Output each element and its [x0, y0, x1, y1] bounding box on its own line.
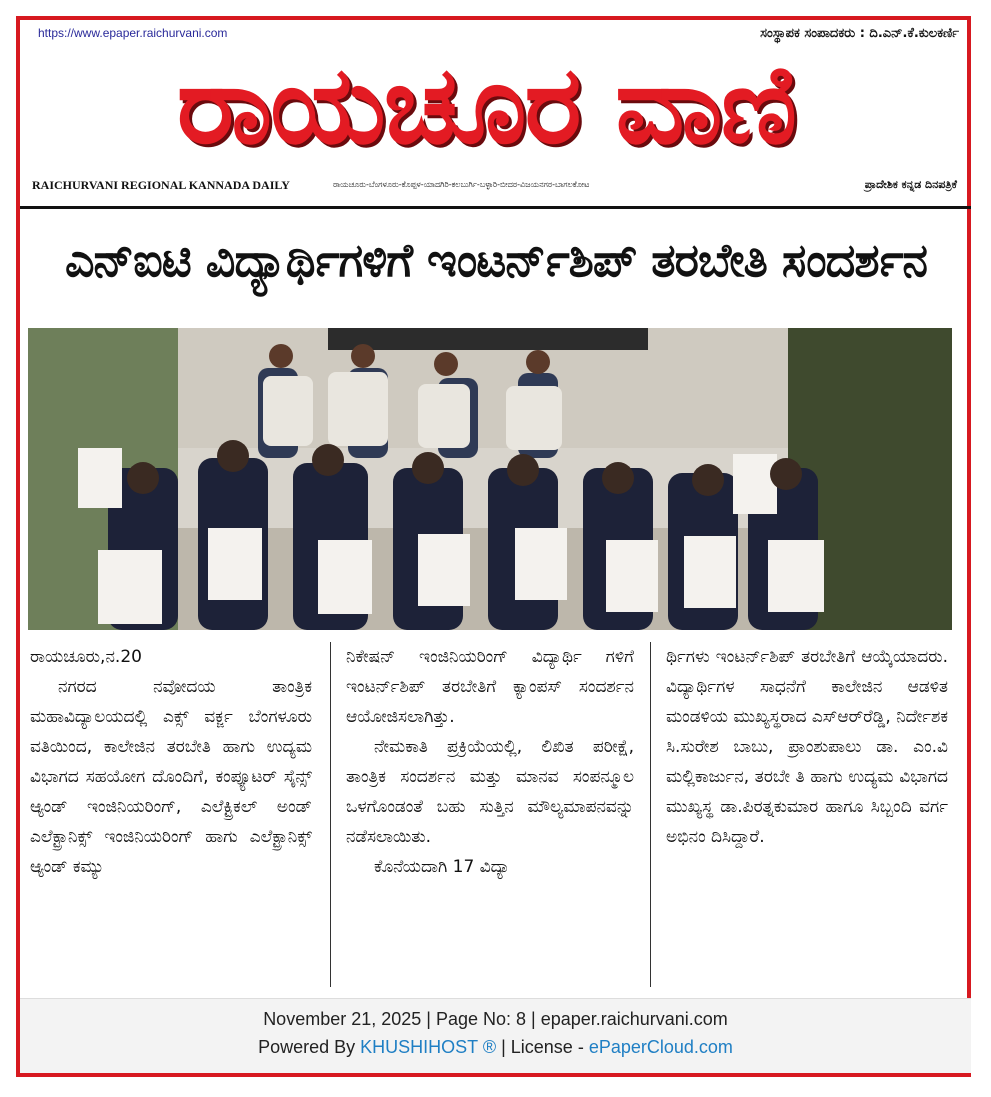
article-column-1 [30, 642, 312, 882]
paragraph: ಕೊನೆಯದಾಗಿ 17 ವಿದ್ಯಾ [374, 857, 510, 877]
dateline: ರಾಯಚೂರು,ನ.20 [30, 647, 142, 667]
paragraph: ನಗರದ ನವೋದಯ ತಾಂತ್ರಿಕ ಮಹಾವಿದ್ಯಾಲಯದಲ್ಲಿ ಎಕ್ಸ್ ವರ್ಕ್ಜ ಬೆಂಗಳೂರು ವತಿಯಿಂದ, ಕಾಲೇಜಿನ ತರಬೇತಿ ಹಾಗು ಉದ್ಯಮ ವಿಭಾಗದ ಸಹಯೋಗ ದೊಂದಿಗೆ, ಕಂಪ್ಯೂಟರ್ ಸೈನ್ಸ್ ಆ್ಯಂಡ್ ಇಂಜಿನಿಯರಿಂಗ್, ಎಲೆಕ್ಟ್ರಿಕಲ್ ಅಂಡ್ ಎಲೆಕ್ಟ್ರಾನಿಕ್ಸ್ ಇಂಜಿನಿಯರಿಂಗ್ ಹಾಗು ಎಲೆಕ್ಟ್ರಾನಿಕ್ಸ್ ಆ್ಯಂಡ್ ಕಮ್ಯು [30, 677, 312, 877]
column-divider [650, 642, 651, 987]
paragraph: ರ್ಥಿಗಳು ಇಂಟರ್ನ್‌ಶಿಪ್ ತರಬೇತಿಗೆ ಆಯ್ಕೆಯಾದರು. ವಿದ್ಯಾರ್ಥಿಗಳ ಸಾಧನೆಗೆ ಕಾಲೇಜಿನ ಆಡಳಿತ ಮಂಡಳಿಯ ಮುಖ್ಯಸ್ಥರಾದ ಎಸ್‌ಆರ್‌ರೆಡ್ಡಿ, ನಿರ್ದೇಶಕ ಸಿ.ಸುರೇಶ ಬಾಬು, ಪ್ರಾಂಶುಪಾಲು ಡಾ. ಎಂ.ವಿ ಮಲ್ಲಿಕಾರ್ಜುನ, ತರಬೇ ತಿ ಹಾಗು ಉದ್ಯಮ ವಿಭಾಗದ ಮುಖ್ಯಸ್ಥ ಡಾ.ಪಿರತ್ನಕುಮಾರ ಹಾಗೂ ಸಿಬ್ಬಂದಿ ವರ್ಗ ಅಭಿನಂ ದಿಸಿದ್ದಾರೆ. [666, 647, 948, 847]
epapercloud-link[interactable]: ePaperCloud.com [588, 1037, 733, 1057]
masthead-divider [20, 206, 971, 209]
footer-credits [20, 1037, 971, 1058]
site-url[interactable]: https://www.epaper.raichurvani.com [38, 26, 228, 40]
founder-editor-line: ಸಂಸ್ಥಾಪಕ ಸಂಪಾದಕರು : ದಿ.ಎನ್.ಕೆ.ಕುಲಕರ್ಣಿ [760, 26, 959, 41]
subtitle-kannada: ಪ್ರಾದೇಶಿಕ ಕನ್ನಡ ದಿನಪತ್ರಿಕೆ [864, 178, 957, 191]
page-footer [20, 998, 971, 1073]
subtitle-english: RAICHURVANI REGIONAL KANNADA DAILY [32, 178, 290, 192]
edition-cities: ರಾಯಚೂರು-ಬೆಂಗಳೂರು-ಕೊಪ್ಪಳ-ಯಾದಗಿರಿ-ಕಲಬುರ್ಗಿ-ಬಳ್ಳಾರಿ-ಬೀದರ-ವಿಜಯನಗರ-ಬಾಗಲಕೋಟ [333, 180, 590, 189]
newspaper-title: ರಾಯಚೂರ ವಾಣಿ [176, 43, 796, 168]
khushihost-link[interactable]: KHUSHIHOST ® [360, 1037, 497, 1057]
powered-by-label: Powered By [258, 1037, 361, 1057]
paragraph: ನಿಕೇಷನ್ ಇಂಜಿನಿಯರಿಂಗ್ ವಿದ್ಯಾರ್ಥಿ ಗಳಿಗೆ ಇಂಟರ್ನ್‌ಶಿಪ್ ತರಬೇತಿಗೆ ಕ್ಯಾಂಪಸ್ ಸಂದರ್ಶನ ಆಯೋಜಿಸಲಾಗಿತ್ತು. [346, 647, 634, 727]
footer-date-page: November 21, 2025 | Page No: 8 | epaper.raichurvani.com [263, 1009, 728, 1029]
group-photo-illustration [28, 328, 952, 630]
article-headline: ಎನ್‌ಐಟಿ ವಿದ್ಯಾರ್ಥಿಗಳಿಗೆ ಇಂಟರ್ನ್‌ಶಿಪ್ ತರಬೇತಿ ಸಂದರ್ಶನ [64, 233, 928, 287]
article-column-3 [666, 642, 948, 852]
group-photo [28, 328, 952, 630]
license-label: | License - [496, 1037, 589, 1057]
paragraph: ನೇಮಕಾತಿ ಪ್ರಕ್ರಿಯೆಯಲ್ಲಿ, ಲಿಖಿತ ಪರೀಕ್ಷೆ, ತಾಂತ್ರಿಕ ಸಂದರ್ಶನ ಮತ್ತು ಮಾನವ ಸಂಪನ್ಮೂಲ ಒಳಗೊಂಡಂತೆ ಬಹು ಸುತ್ತಿನ ಮೌಲ್ಯಮಾಪನವನ್ನು ನಡೆಸಲಾಯಿತು. [346, 737, 634, 847]
column-divider [330, 642, 331, 987]
article-column-2 [346, 642, 634, 882]
